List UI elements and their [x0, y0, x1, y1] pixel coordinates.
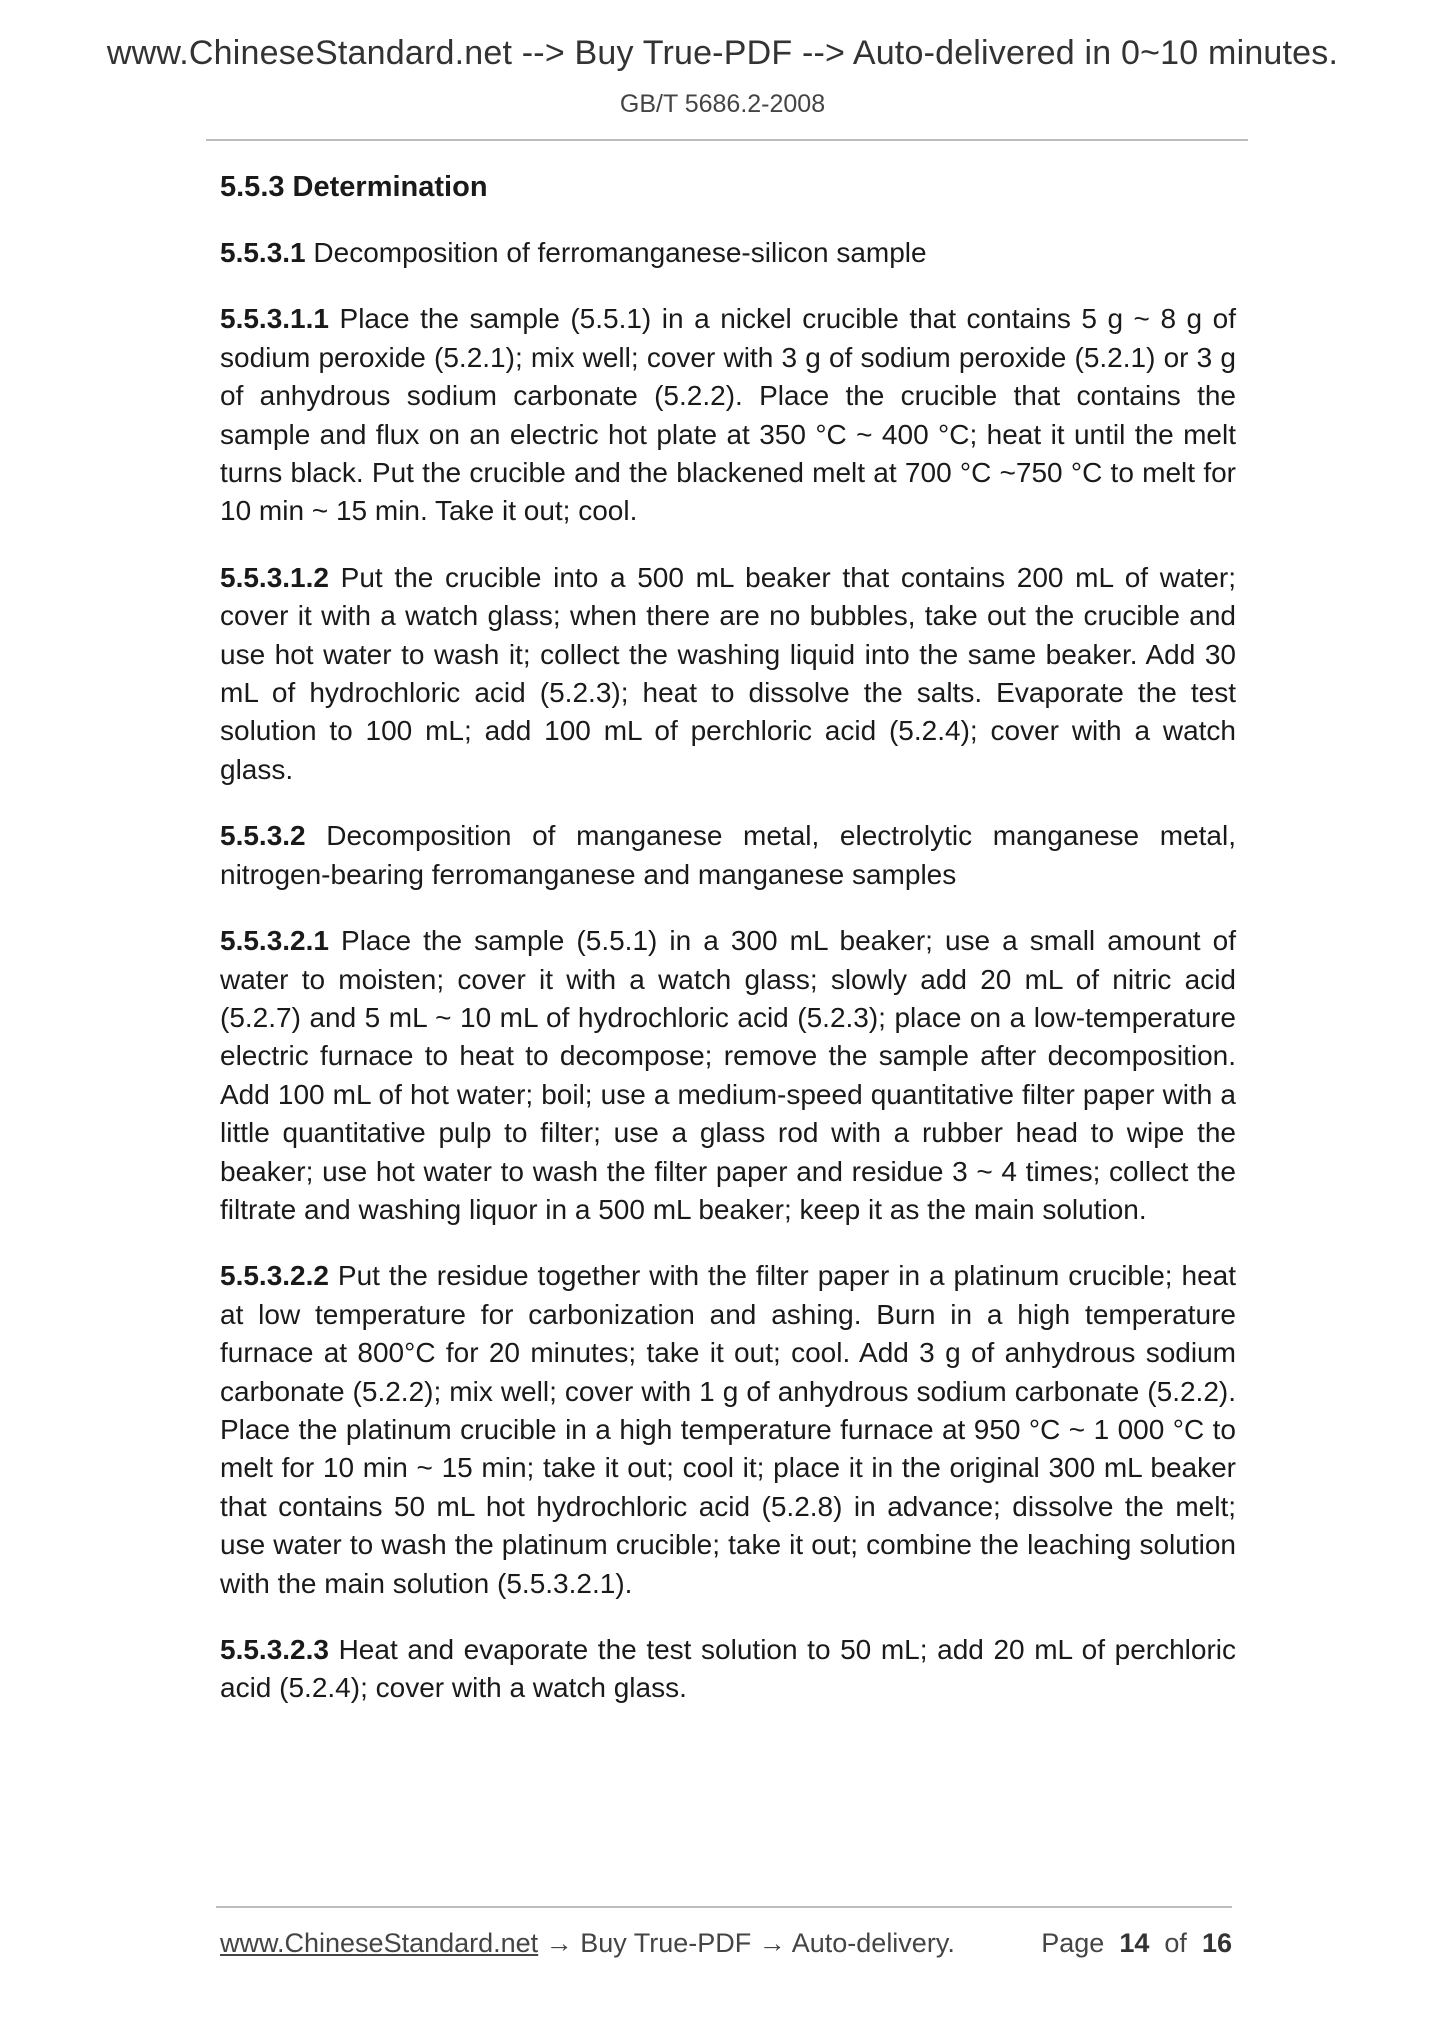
clause-number: 5.5.3.2.1 [220, 925, 329, 957]
section-heading: 5.5.3 Determination [220, 171, 488, 203]
footer-divider [216, 1906, 1232, 1908]
clause-5-5-3-2-1 [220, 922, 1236, 1229]
clause-5-5-3-2 [220, 817, 1236, 894]
clause-text: Place the sample (5.5.1) in a 300 mL beaker; use a small amount of water to moisten; cover it with a watch glass; slowly add 20 mL of nitric acid (5.2.7) and 5 mL ~ 10 mL of hydrochloric acid (5.2.3); place on a low-temperature electric furnace to heat to decompose; remove the sample after decomposition. Add 100 mL of hot water; boil; use a medium-speed quantitative filter paper with a little quantitative pulp to filter; use a glass rod with a rubber head to wipe the beaker; use hot water to wash the filter paper and residue 3 ~ 4 times; collect the filtrate and washing liquor in a 500 mL beaker; keep it as the main solution. [220, 925, 1236, 1225]
page-word: Page [1041, 1928, 1105, 1958]
clause-text: Decomposition of manganese metal, electrolytic manganese metal, nitrogen-bearing ferromanganese and manganese samples [220, 820, 1236, 890]
page-of: of [1164, 1928, 1187, 1958]
clause-text: Put the crucible into a 500 mL beaker that contains 200 mL of water; cover it with a watch glass; when there are no bubbles, take out the crucible and use hot water to wash it; collect the washing liquid into the same beaker. Add 30 mL of hydrochloric acid (5.2.3); heat to dissolve the salts. Evaporate the test solution to 100 mL; add 100 mL of perchloric acid (5.2.4); cover with a watch glass. [220, 561, 1236, 785]
clause-text: Decomposition of ferromanganese-silicon sample [305, 237, 927, 268]
page-footer [220, 1928, 1232, 1959]
clause-text: Heat and evaporate the test solution to 50 mL; add 20 mL of perchloric acid (5.2.4); cover with a watch glass. [220, 1634, 1236, 1704]
page-current: 14 [1119, 1928, 1150, 1958]
header-divider [206, 139, 1248, 141]
clause-text: Place the sample (5.5.1) in a nickel crucible that contains 5 g ~ 8 g of sodium peroxide (5.2.1); mix well; cover with 3 g of sodium peroxide (5.2.1) or 3 g of anhydrous sodium carbonate (5.2.2). Place the crucible that contains the sample and flux on an electric hot plate at 350 °C ~ 400 °C; heat it until the melt turns black. Put the crucible and the blackened melt at 700 °C ~750 °C to melt for 10 min ~ 15 min. Take it out; cool. [220, 303, 1236, 527]
page-indicator [1041, 1928, 1232, 1959]
clause-number: 5.5.3.1 [220, 237, 306, 268]
clause-5-5-3-2-3 [220, 1631, 1236, 1708]
page-total: 16 [1201, 1928, 1232, 1958]
clause-5-5-3-1 [220, 234, 1236, 272]
footer-trail: → Buy True-PDF → Auto-delivery. [538, 1928, 955, 1958]
clause-5-5-3-1-1 [220, 300, 1236, 530]
page-content [220, 168, 1236, 1736]
top-banner: www.ChineseStandard.net --> Buy True-PDF --> Auto-delivered in 0~10 minutes. [106, 34, 1339, 72]
clause-number: 5.5.3.1.2 [220, 561, 329, 593]
clause-number: 5.5.3.1.1 [220, 303, 329, 335]
clause-number: 5.5.3.2 [220, 820, 306, 852]
clause-text: Put the residue together with the filter paper in a platinum crucible; heat at low temperature for carbonization and ashing. Burn in a high temperature furnace at 800°C for 20 minutes; take it out; cool. Add 3 g of anhydrous sodium carbonate (5.2.2); mix well; cover with 1 g of anhydrous sodium carbonate (5.2.2). Place the platinum crucible in a high temperature furnace at 950 °C ~ 1 000 °C to melt for 10 min ~ 15 min; take it out; cool it; place it in the original 300 mL beaker that contains 50 mL hot hydrochloric acid (5.2.8) in advance; dissolve the melt; use water to wash the platinum crucible; take it out; combine the leaching solution with the main solution (5.5.3.2.1). [220, 1260, 1236, 1599]
clause-number: 5.5.3.2.2 [220, 1260, 329, 1292]
clause-number: 5.5.3.2.3 [220, 1634, 329, 1665]
clause-5-5-3-2-2 [220, 1257, 1236, 1603]
footer-site-link[interactable]: www.ChineseStandard.net [220, 1928, 539, 1958]
document-code: GB/T 5686.2-2008 [619, 90, 826, 118]
clause-5-5-3-1-2 [220, 559, 1236, 789]
